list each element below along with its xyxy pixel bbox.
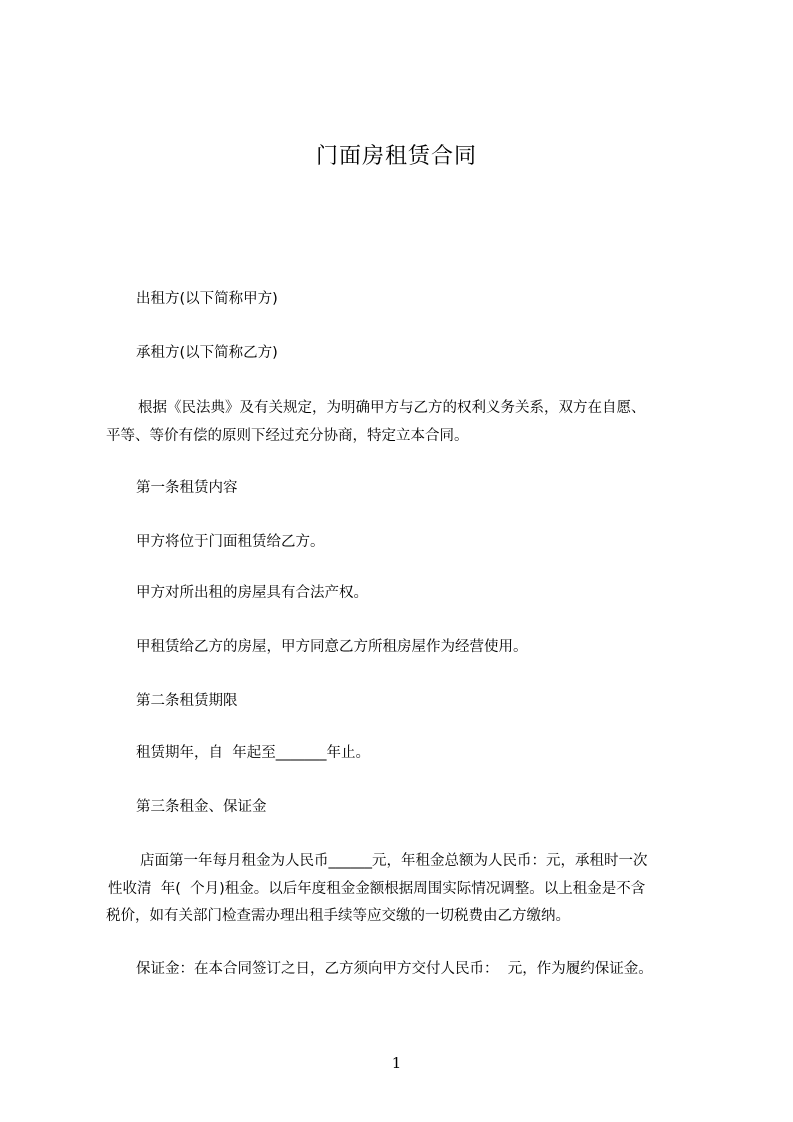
article-1-clause-1: 甲方将位于门面租赁给乙方。 (136, 534, 325, 550)
deposit-clause: 保证金：在本合同签订之日，乙方须向甲方交付人民币： 元，作为履约保证金。 (136, 961, 653, 977)
rent-line-1: 店面第一年每月租金为人民币______元，年租金总额为人民币：元，承租时一次 (140, 853, 648, 869)
preamble-line-2: 平等、等价有偿的原则下经过充分协商，特定立本合同。 (106, 428, 469, 444)
article-2-heading: 第二条租赁期限 (136, 693, 238, 709)
lessor-line: 出租方(以下简称甲方) (136, 291, 278, 307)
page-number: 1 (391, 1054, 402, 1072)
article-1-clause-3: 甲租赁给乙方的房屋，甲方同意乙方所租房屋作为经营使用。 (136, 639, 528, 655)
article-3-heading: 第三条租金、保证金 (136, 799, 267, 815)
rent-line-3: 税价，如有关部门检查需办理出租手续等应交缴的一切税费由乙方缴纳。 (106, 908, 570, 924)
article-1-heading: 第一条租赁内容 (136, 480, 238, 496)
article-1-clause-2: 甲方对所出租的房屋具有合法产权。 (136, 585, 368, 601)
preamble-line-1: 根据《民法典》及有关规定，为明确甲方与乙方的权利义务关系，双方在自愿、 (138, 400, 646, 416)
rent-line-2: 性收清 年( 个月)租金。以后年度租金金额根据周围实际情况调整。以上租金是不含 (108, 881, 646, 897)
lessee-line: 承租方(以下简称乙方) (136, 345, 278, 361)
document-title: 门面房租赁合同 (315, 144, 477, 169)
article-2-clause-1: 租赁期年，自 年起至_______年止。 (136, 745, 370, 761)
